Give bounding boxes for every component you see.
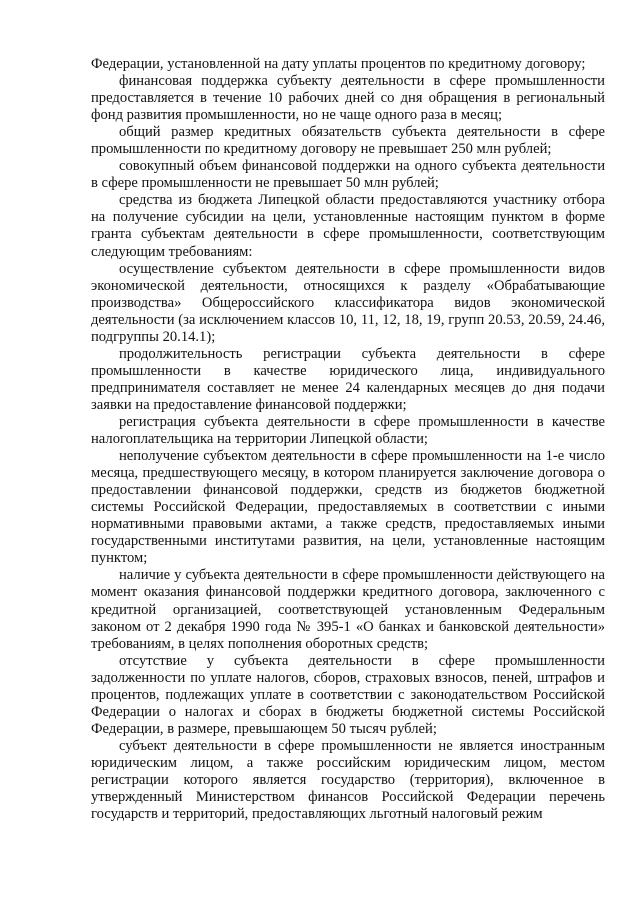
paragraph: регистрация субъекта деятельности в сфере промышленности в качестве налогоплательщика на территории Липецкой области; bbox=[91, 413, 605, 448]
paragraph: совокупный объем финансовой поддержки на одного субъекта деятельности в сфере промышленности не превышает 50 млн рублей; bbox=[91, 158, 605, 192]
paragraph: Федерации, установленной на дату уплаты процентов по кредитному договору; bbox=[91, 56, 586, 72]
paragraph: продолжительность регистрации субъекта деятельности в сфере промышленности в качестве юридического лица, индивидуального предпринимателя составляет не менее 24 календарных месяцев до дня подачи заявки на предоставление финансовой поддержки; bbox=[91, 345, 605, 413]
paragraph: общий размер кредитных обязательств субъекта деятельности в сфере промышленности по кредитному договору не превышает 250 млн рублей; bbox=[91, 124, 605, 158]
document-body bbox=[91, 56, 605, 823]
paragraph: осуществление субъектом деятельности в сфере промышленности видов экономической деятельности, относящихся к разделу «Обрабатывающие производства» Общероссийского классификатора видов экономической деятельности (за исключением классов 10, 11, 12, 18, 19, групп 20.53, 20.59, 24.46, подгруппы 20.14.1); bbox=[91, 260, 605, 345]
paragraph: неполучение субъектом деятельности в сфере промышленности на 1-е число месяца, предшествующего месяцу, в котором планируется заключение договора о предоставлении финансовой поддержки, средств из бюджетов бюджетной системы Российской Федерации, предоставляемых в соответствии с иными нормативными правовыми актами, а также средств, предоставляемых иными государственными институтами развития, на цели, установленные настоящим пунктом; bbox=[91, 448, 605, 567]
paragraph: отсутствие у субъекта деятельности в сфере промышленности задолженности по уплате налогов, сборов, страховых взносов, пеней, штрафов и процентов, подлежащих уплате в соответствии с законодательством Российской Федерации о налогах и сборах в бюджеты бюджетной системы Российской Федерации, в размере, превышающем 50 тысяч рублей; bbox=[91, 652, 605, 737]
paragraph: субъект деятельности в сфере промышленности не является иностранным юридическим лицом, а также российским юридическим лицом, местом регистрации которого является государство (территория), включенное в утвержденный Министерством финансов Российской Федерации перечень государств и территорий, предоставляющих льготный налоговый режим bbox=[91, 737, 605, 823]
paragraph: финансовая поддержка субъекту деятельности в сфере промышленности предоставляется в течение 10 рабочих дней со дня обращения в региональный фонд развития промышленности, но не чаще одного раза в месяц; bbox=[91, 73, 605, 124]
paragraph: наличие у субъекта деятельности в сфере промышленности действующего на момент оказания финансовой поддержки кредитного договора, заключенного с кредитной организацией, соответствующей установленным Федеральным законом от 2 декабря 1990 года № 395-1 «О банках и банковской деятельности» требованиям, в целях пополнения оборотных средств; bbox=[91, 567, 605, 652]
paragraph: средства из бюджета Липецкой области предоставляются участнику отбора на получение субсидии на цели, установленные настоящим пунктом в форме гранта субъектам деятельности в сфере промышленности, соответствующим следующим требованиям: bbox=[91, 192, 605, 260]
